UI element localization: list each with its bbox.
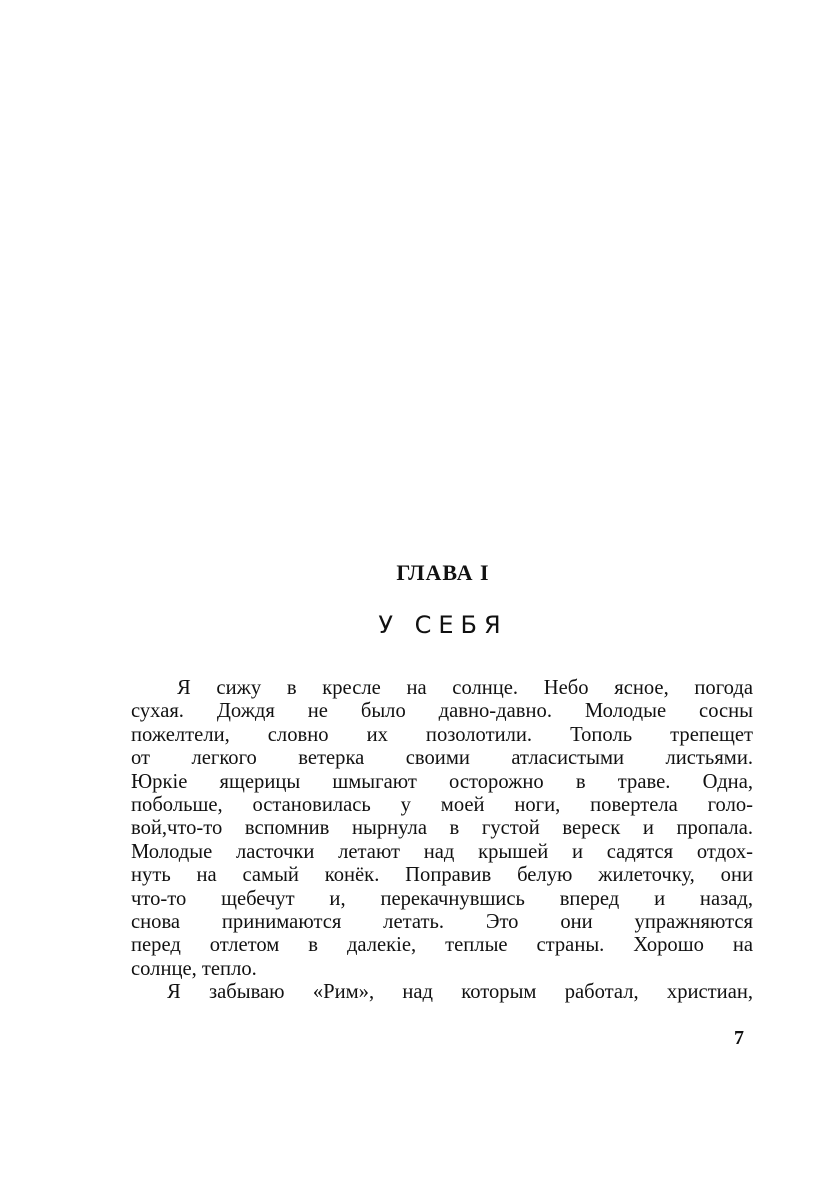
paragraph [131, 677, 753, 981]
text-line: от легкого ветерка своими атласистыми листьями. [131, 747, 753, 770]
body-text [131, 677, 753, 1005]
text-line: Юркіе ящерицы шмыгают осторожно в траве. Одна, [131, 770, 753, 793]
chapter-title: У СЕБЯ [378, 611, 508, 639]
text-line: сухая. Дождя не было давно-давно. Молодые сосны [131, 700, 753, 723]
text-line: что-то щебечут и, перекачнувшись вперед и назад, [131, 887, 753, 910]
text-line: пожелтели, словно их позолотили. Тополь трепещет [131, 723, 753, 746]
paragraph [131, 981, 753, 1004]
text-line: Я сижу в кресле на солнце. Небо ясное, погода [177, 677, 753, 699]
text-line: Молодые ласточки летают над крышей и садятся отдох- [131, 840, 753, 863]
page-number: 7 [734, 1027, 744, 1049]
text-line: вой,что-то вспомнив нырнула в густой вереск и пропала. [131, 817, 753, 840]
text-line: Я забываю «Рим», над которым работал, христиан, [167, 981, 753, 1004]
text-line: снова принимаются летать. Это они упражняются [131, 911, 753, 934]
text-line: нуть на самый конёк. Поправив белую жилеточку, они [131, 864, 753, 887]
text-line: солнце, тепло. [131, 957, 257, 980]
text-line: перед отлетом в далекіе, теплые страны. Хорошо на [131, 934, 753, 957]
chapter-number: ГЛАВА I [396, 560, 490, 585]
text-line: побольше, остановилась у моей ноги, повертела голо- [131, 794, 753, 817]
